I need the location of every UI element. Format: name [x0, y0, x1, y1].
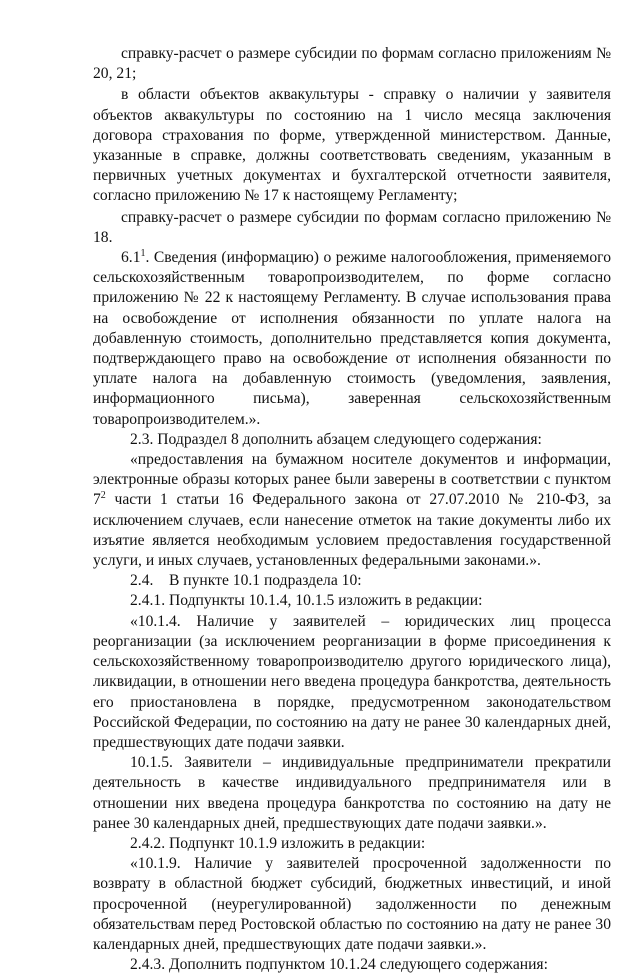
- paragraph-2-4-3: 2.4.3. Дополнить подпунктом 10.1.24 следующего содержания:: [130, 956, 548, 974]
- item-number: 6.1: [121, 249, 141, 267]
- paragraph-2-4-2: 2.4.2. Подпункт 10.1.9 изложить в редакции:: [130, 834, 426, 852]
- paragraph-quote-electronic-images: [93, 450, 611, 571]
- paragraph-text: . Сведения (информацию) о режиме налогообложения, применяемого сельскохозяйственным товаропроизводителем, по форме согласно приложению № 22 к настоящему Регламенту. В случае использования права на освобождение от исполнения обязанности по уплате налога на добавленную стоимость, дополнительно представляется копия документа, подтверждающего право на освобождение от исполнения обязанности по уплате налога на добавленную стоимость (уведомления, заявления, информационного письма), заверенная сельскохозяйственным товаропроизводителем.».: [93, 249, 611, 428]
- paragraph-2-3: 2.3. Подраздел 8 дополнить абзацем следующего содержания:: [130, 430, 542, 448]
- quote-text-end: части 1 статьи 16 Федерального закона от 27.07.2010 № 210-ФЗ, за исключением случаев, если нанесение отметок на такие документы либо их изъятие является необходимым условием предоставления государственной услуги, и иных случаев, установленных федеральными законами.».: [93, 491, 611, 570]
- paragraph-subsidy-calc-18: справку-расчет о размере субсидии по формам согласно приложению № 18.: [93, 208, 611, 246]
- paragraph-10-1-4: «10.1.4. Наличие у заявителей – юридических лиц процесса реорганизации (за исключением реорганизации в форме присоединения к сельскохозяйственному товаропроизводителю другого юридического лица), ликвидации, в отношении него введена процедура банкротства, деятельность его приостановлена в порядке, предусмотренном законодательством Российской Федерации, по состоянию на дату не ранее 30 календарных дней, предшествующих дате подачи заявки.: [93, 612, 611, 751]
- paragraph-10-1-9: «10.1.9. Наличие у заявителей просроченной задолженности по возврату в областной бюджет субсидий, бюджетных инвестиций, и иной просроченной (неурегулированной) задолженности по денежным обязательствам перед Ростовской областью по состоянию на дату не ранее 30 календарных дней, предшествующих дате подачи заявки.».: [93, 855, 611, 953]
- superscript: 1: [140, 247, 146, 259]
- document-page: [93, 44, 611, 975]
- paragraph-aquaculture: в области объектов аквакультуры - справку о наличии у заявителя объектов аквакультуры по состоянию на 1 число месяца заключения договора страхования по форме, утвержденной министерством. Данные, указанные в справке, должны соответствовать сведениям, указанным в первичных учетных документах и бухгалтерской отчетности заявителя, согласно приложению № 17 к настоящему Регламенту;: [93, 86, 611, 205]
- paragraph-2-4-1: 2.4.1. Подпункты 10.1.4, 10.1.5 изложить в редакции:: [130, 592, 483, 610]
- paragraph-10-1-5: 10.1.5. Заявители – индивидуальные предприниматели прекратили деятельность в качестве индивидуального предпринимателя или в отношении них введена процедура банкротства по состоянию на дату не ранее 30 календарных дней, предшествующих дате подачи заявки.».: [93, 754, 611, 832]
- paragraph-subsidy-calc-20-21: справку-расчет о размере субсидии по формам согласно приложениям № 20, 21;: [93, 45, 611, 83]
- paragraph-6-1-tax-regime: [93, 248, 611, 430]
- quote-text-start: «предоставления на бумажном носителе документов и информации, электронные образы которых ранее были заверены в соответствии с пунктом 7: [93, 451, 611, 509]
- paragraph-2-4: 2.4. В пункте 10.1 подраздела 10:: [130, 572, 362, 590]
- superscript: 2: [100, 490, 106, 502]
